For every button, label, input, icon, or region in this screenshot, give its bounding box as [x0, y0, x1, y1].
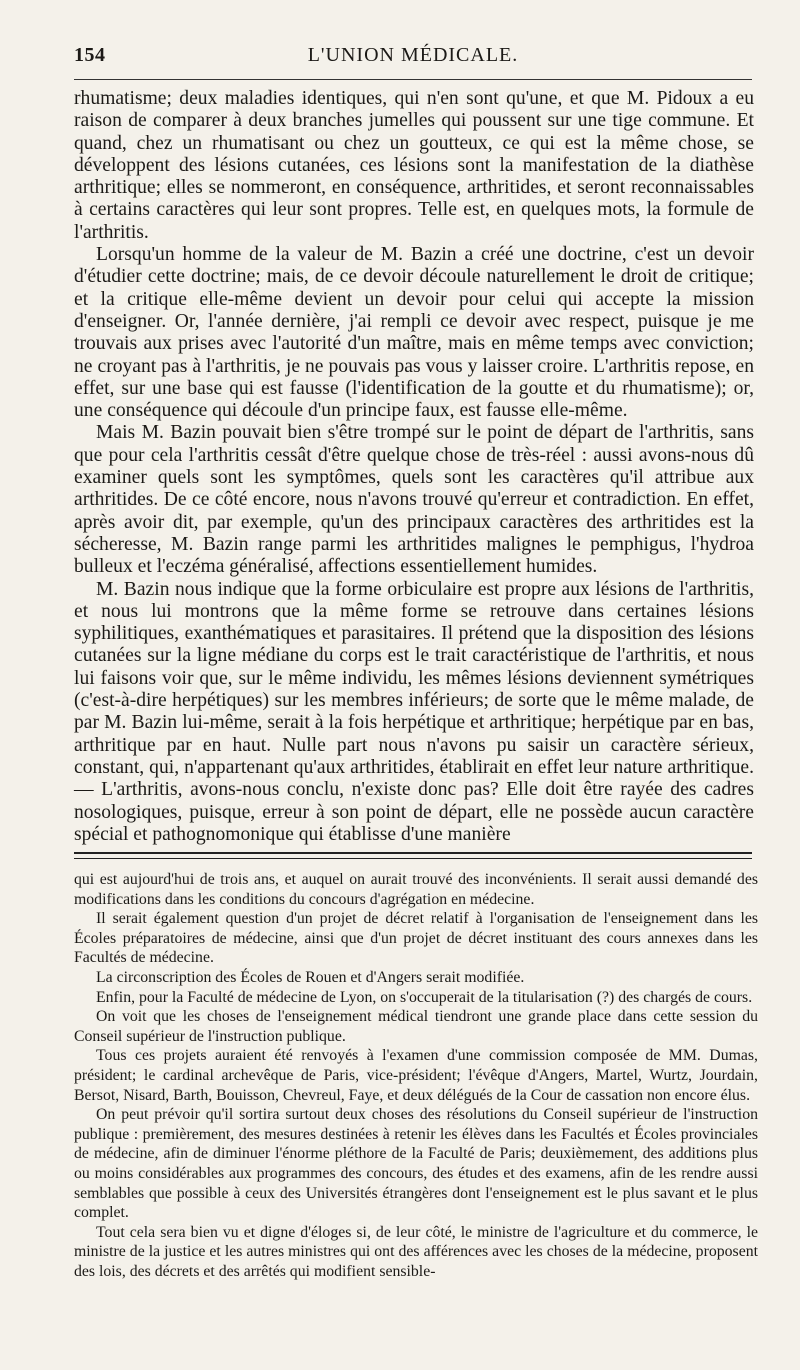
- article-paragraph: Mais M. Bazin pouvait bien s'être trompé sur le point de départ de l'arthritis, sans que pour cela l'arthritis cessât d'être quelque chose de très-réel : aussi avons-nous dû examiner quels sont les symptômes, quels sont les caractères qu'il attribue aux arthritides. De ce côté encore, nous n'avons trouvé qu'erreur et contradiction. En effet, après avoir dit, par exemple, qu'un des principaux caractères des arthritides est la sécheresse, M. Bazin range parmi les arthritides malignes le pemphigus, l'hydroa bulleux et l'eczéma généralisé, affections essentiellement humides.: [74, 422, 754, 578]
- notes-paragraph: Il serait également question d'un projet de décret relatif à l'organisation de l'enseignement dans les Écoles préparatoires de médecine, ainsi que d'un projet de décret instituant des cours annexes dans les Facultés de médecine.: [74, 910, 758, 967]
- article-paragraph: Lorsqu'un homme de la valeur de M. Bazin a créé une doctrine, c'est un devoir d'étudier cette doctrine; mais, de ce devoir découle naturellement le droit de critique; et la critique elle-même devient un devoir pour celui qui accepte la mission d'enseigner. Or, l'année dernière, j'ai rempli ce devoir avec respect, puisque je me trouvais aux prises avec l'autorité d'un maître, mais en même temps avec conviction; ne croyant pas à l'arthritis, je ne pouvais pas vous y laisser croire. L'arthritis repose, en effet, sur une base qui est fausse (l'identification de la goutte et du rhumatisme); or, une conséquence qui découle d'un principe faux, est fausse elle-même.: [74, 244, 754, 422]
- notes-paragraph: Tout cela sera bien vu et digne d'éloges si, de leur côté, le ministre de l'agriculture et du commerce, le ministre de la justice et les autres ministres qui ont des afférences avec les choses de la médecine, proposent des lois, des décrets et des arrêtés qui modifient sensible-: [74, 1223, 758, 1280]
- running-title: L'UNION MÉDICALE.: [307, 44, 519, 66]
- notes-paragraph: qui est aujourd'hui de trois ans, et auquel on aurait trouvé des inconvénients. Il serait aussi demandé des modifications dans les conditions du concours d'agrégation en médecine.: [74, 871, 758, 908]
- notes-paragraph: On voit que les choses de l'enseignement médical tiendront une grande place dans cette session du Conseil supérieur de l'instruction publique.: [74, 1008, 758, 1045]
- feuilleton-divider: [74, 852, 752, 859]
- feuilleton-text: [74, 870, 758, 1281]
- notes-paragraph: Enfin, pour la Faculté de médecine de Lyon, on s'occuperait de la titularisation (?) des chargés de cours.: [96, 988, 753, 1006]
- page-number: 154: [74, 44, 106, 66]
- main-article-text: [74, 88, 754, 846]
- header-rule: [74, 79, 752, 80]
- notes-paragraph: Tous ces projets auraient été renvoyés à l'examen d'une commission composée de MM. Dumas, président; le cardinal archevêque de Paris, vice-président; l'évêque d'Angers, Martel, Wurtz, Jourdain, Bersot, Nisard, Barth, Bouisson, Chevreul, Faye, et deux délégués de la Cour de cassation non encore élus.: [74, 1047, 758, 1104]
- article-paragraph: rhumatisme; deux maladies identiques, qui n'en sont qu'une, et que M. Pidoux a eu raison de comparer à deux branches jumelles qui poussent sur une tige commune. Et quand, chez un rhumatisant ou chez un goutteux, ce qui est la même chose, se développent des lésions cutanées, ces lésions sont la manifestation de la diathèse arthritique; elles se nommeront, en conséquence, arthritides, et seront reconnaissables à certains caractères qui leur sont propres. Telle est, en quelques mots, la formule de l'arthritis.: [74, 88, 754, 243]
- article-paragraph: M. Bazin nous indique que la forme orbiculaire est propre aux lésions de l'arthritis, et nous lui montrons que la même forme se retrouve dans certaines lésions syphilitiques, exanthématiques et parasitaires. Il prétend que la disposition des lésions cutanées sur la ligne médiane du corps est le trait caractéristique de l'arthritis, et nous lui faisons voir que, sur le même individu, les mêmes lésions deviennent symétriques (c'est-à-dire herpétiques) sur les membres inférieurs; de sorte que le même malade, de par M. Bazin lui-même, serait à la fois herpétique et arthritique; herpétique par en bas, arthritique par en haut. Nulle part nous n'avons pu saisir un caractère sérieux, constant, qui, n'appartenant qu'aux arthritides, établirait en effet leur nature arthritique.— L'arthritis, avons-nous conclu, n'existe donc pas? Elle doit être rayée des cadres nosologiques, puisque, erreur à son point de départ, elle ne possède aucun caractère spécial et pathognomonique qui établisse d'une manière: [74, 578, 754, 845]
- page-header: [74, 44, 752, 74]
- notes-paragraph: On peut prévoir qu'il sortira surtout deux choses des résolutions du Conseil supérieur de l'instruction publique : premièrement, des mesures destinées à retenir les élèves dans les Facultés et Écoles provinciales de médecine, afin de diminuer l'énorme pléthore de la Faculté de Paris; deuxièmement, des additions plus ou moins considérables aux programmes des concours, des études et des examens, afin de les rendre aussi semblables que possible à ceux des Universités étrangères dont l'enseignement est le plus savant et le plus complet.: [74, 1106, 758, 1222]
- notes-paragraph: La circonscription des Écoles de Rouen et d'Angers serait modifiée.: [96, 968, 525, 986]
